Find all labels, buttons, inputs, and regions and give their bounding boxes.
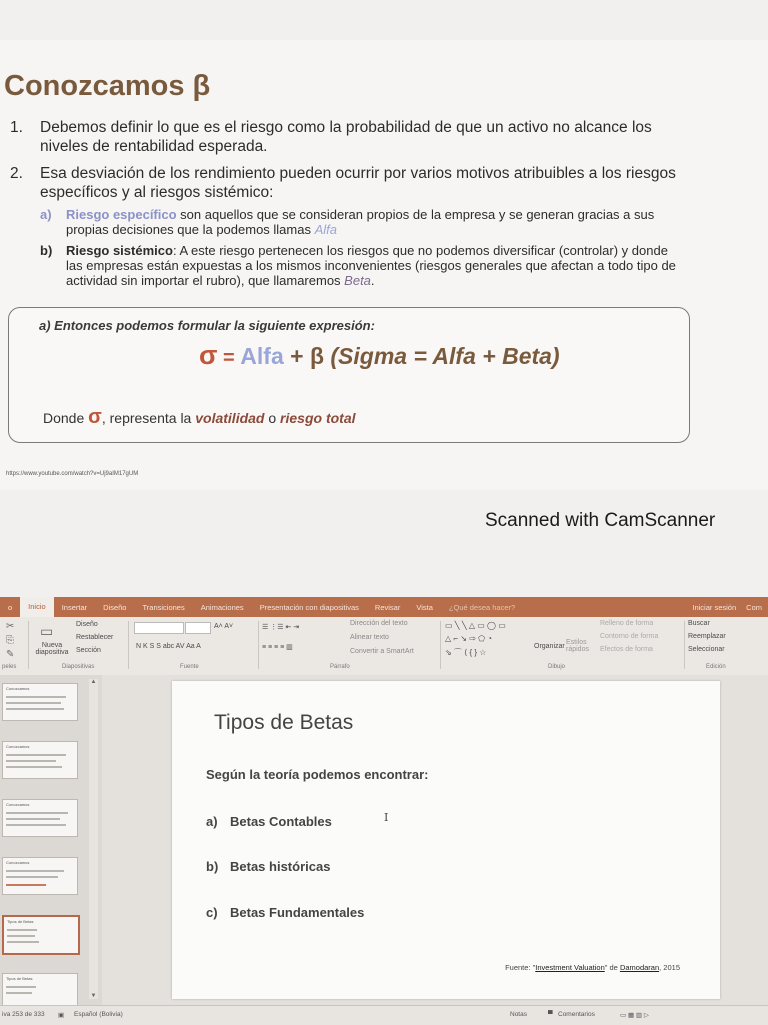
group-edicion: Edición [706,664,726,670]
list-buttons[interactable]: ☰ ⋮☰ ⇤ ⇥ [262,624,300,631]
list-item-2 [10,164,680,202]
sigma-symbol: σ [199,340,218,370]
donde-text: Donde [43,410,89,426]
status-bar [0,1005,768,1025]
donde-text: , representa la [101,410,196,426]
thumbnails-scrollbar[interactable] [89,679,98,999]
shape-fill-button[interactable]: Relleno de forma [600,620,654,627]
thumbnail-title: Conozcamos [6,860,30,865]
comments-button[interactable]: Comentarios [558,1011,595,1018]
quick-styles-button[interactable]: Estilos rápidos [566,639,589,653]
item-text: Betas históricas [230,859,331,874]
font-size-select[interactable] [185,622,211,634]
text-direction-button[interactable]: Dirección del texto [350,620,408,627]
formula-explanation [43,406,356,429]
font-format-buttons[interactable]: N K S S abc AV Aa A [136,643,201,650]
language-indicator[interactable]: Español (Bolivia) [74,1011,123,1018]
shapes-gallery[interactable]: ▭ ╲ ╲ △ ▭ ◯ ▭ [445,621,506,630]
alias-alfa: Alfa [314,222,337,237]
formula-box [8,307,690,443]
scroll-up-icon[interactable]: ▲ [90,679,97,685]
item-letter: b) [206,859,219,874]
slide-canvas[interactable] [102,675,768,1005]
powerpoint-window [0,597,768,1024]
source-text: , 2015 [659,963,680,972]
slide-title: Conozcamos β [4,70,211,102]
camscanner-watermark: Scanned with CamScanner [485,510,716,531]
list-item-a[interactable] [206,814,332,829]
slide-thumbnail[interactable] [2,799,78,837]
equals: = [217,347,241,369]
source-url: https://www.youtube.com/watch?v=Uj9aIM17gUM [6,471,139,477]
comments-icon[interactable]: ▀ [548,1011,553,1018]
term-volatilidad: volatilidad [195,410,265,426]
view-buttons[interactable]: ▭ ▦ ▥ ▷ [620,1012,649,1019]
alias-beta: Beta [344,273,371,288]
shapes-gallery-3[interactable]: ⇘ ⌒ ⟨ { } ☆ [445,648,487,657]
group-fuente: Fuente [180,664,199,670]
group-diapositivas: Diapositivas [62,664,95,670]
group-portapapeles: peles [2,664,17,670]
cut-icon[interactable]: ✂ [6,621,15,632]
sign-in-link[interactable]: Iniciar sesión [692,602,737,612]
slide-thumbnail[interactable] [2,683,78,721]
thumbnail-title: Tipos de Betas [6,976,33,981]
tab-vista[interactable]: Vista [416,602,433,612]
find-button[interactable]: Buscar [688,620,710,627]
slide-thumbnail[interactable] [2,741,78,779]
sub-text: : A este riesgo pertenecen los riesgos que no podemos diversificar (controlar) y donde las empresas están expuestas a los mismos inconvenientes (riesgos generales que afectan a todo tipo de actividad sin importar el rubro), que llamaremos [66,243,676,288]
tab-transiciones[interactable]: Transiciones [142,602,185,612]
term-riesgo-especifico: Riesgo específico [66,207,177,222]
source-author: Damodaran [619,963,660,972]
thumbnail-title: Tipos de Betas [7,919,34,924]
item-letter: a) [206,814,218,829]
replace-button[interactable]: Reemplazar [688,633,726,640]
tell-me-search[interactable]: ¿Qué desea hacer? [448,602,516,612]
scanned-slide [0,40,768,490]
spellcheck-icon[interactable]: ▣ [58,1012,65,1019]
sub-letter: b) [40,243,53,258]
align-text-button[interactable]: Alinear texto [350,634,389,641]
layout-button[interactable]: Diseño [76,621,98,628]
source-note [505,963,680,972]
group-dibujo: Dibujo [548,664,566,670]
term-riesgo-sistemico: Riesgo sistémico [66,243,173,258]
sub-text: son aquellos que se consideran propios de la empresa y se generan gracias a sus propias decisiones que la podemos llamas [66,207,655,237]
arrange-button[interactable]: Organizar [534,643,565,650]
share-button[interactable]: Com [746,602,762,612]
item-letter: c) [206,905,218,920]
tab-archivo[interactable]: o [8,602,13,612]
tab-presentacion[interactable]: Presentación con diapositivas [259,602,359,612]
list-number: 1. [10,119,23,136]
copy-icon[interactable]: ⎘ [6,635,14,646]
font-grow-icon[interactable]: A˄ A˅ [214,623,234,630]
font-name-select[interactable] [134,622,184,634]
slide-thumbnail[interactable] [2,857,78,895]
item-text: Betas Fundamentales [230,905,365,920]
tab-diseno[interactable]: Diseño [103,602,127,612]
thumbnail-title: Conozcamos [6,744,30,749]
formula-plus-beta: + β [283,343,331,369]
sigma-symbol: σ [88,406,102,428]
slide-thumbnails-pane [0,675,102,1005]
formula [199,340,560,371]
formula-alfa: Alfa [240,343,284,369]
list-item-b[interactable] [206,859,330,874]
scroll-down-icon[interactable]: ▼ [90,993,97,999]
source-text: " de [604,963,620,972]
tab-inicio[interactable]: Inicio [20,597,54,617]
slide-thumbnail-selected[interactable] [2,915,80,955]
thumbnail-title: Conozcamos [6,802,30,807]
current-slide[interactable] [172,681,720,999]
item-text: Betas Contables [230,814,332,829]
ribbon-tabs [0,597,768,617]
tab-animaciones[interactable]: Animaciones [200,602,244,612]
slide-lead[interactable]: Según la teoría podemos encontrar: [206,767,429,782]
ribbon [0,617,768,676]
new-slide-icon[interactable]: ▭ [40,623,54,639]
list-text: Debemos definir lo que es el riesgo como la probabilidad de que un activo no alcance los niveles de rentabilidad esperada. [40,119,652,155]
tab-insertar[interactable]: Insertar [61,602,88,612]
formula-intro: a) Entonces podemos formular la siguiente expresión: [39,318,375,333]
source-text: Fuente: " [505,963,536,972]
notes-button[interactable]: Notas [510,1011,527,1018]
align-buttons[interactable]: ≡ ≡ ≡ ≡ ▥ [262,644,293,651]
select-button[interactable]: Seleccionar [688,646,725,653]
list-item-c[interactable] [206,905,364,920]
slide-counter: iva 253 de 333 [2,1011,45,1018]
list-text: Esa desviación de los rendimiento pueden ocurrir por varios motivos atribuibles a los riesgos específicos y al riesgos sistémico: [40,165,676,201]
text-cursor-icon: I [384,811,389,824]
list-number: 2. [10,165,23,182]
list-item-1 [10,118,680,156]
shapes-gallery-2[interactable]: △ ⌐ ↘ ⇨ ⬠ ◔ [445,634,493,643]
donde-text: o [264,410,281,426]
shape-effects-button[interactable]: Efectos de forma [600,646,653,653]
tab-revisar[interactable]: Revisar [374,602,401,612]
group-parrafo: Párrafo [330,664,350,670]
source-link[interactable]: Investment Valuation [535,963,605,972]
reset-button[interactable]: Restablecer [76,634,114,641]
sub-item-b [40,243,690,288]
term-riesgo-total: riesgo total [280,410,356,426]
section-button[interactable]: Sección [76,647,101,654]
smartart-button[interactable]: Convertir a SmartArt [350,648,414,655]
sub-end: . [370,273,375,288]
format-painter-icon[interactable]: ✎ [6,649,15,660]
sub-item-a [40,207,690,237]
formula-text: (Sigma = Alfa + Beta) [330,343,560,369]
slide-title[interactable]: Tipos de Betas [214,711,354,734]
sub-letter: a) [40,207,52,222]
shape-outline-button[interactable]: Contorno de forma [600,633,659,640]
thumbnail-title: Conozcamos [6,686,30,691]
new-slide-button[interactable]: Nueva diapositiva [35,642,69,656]
